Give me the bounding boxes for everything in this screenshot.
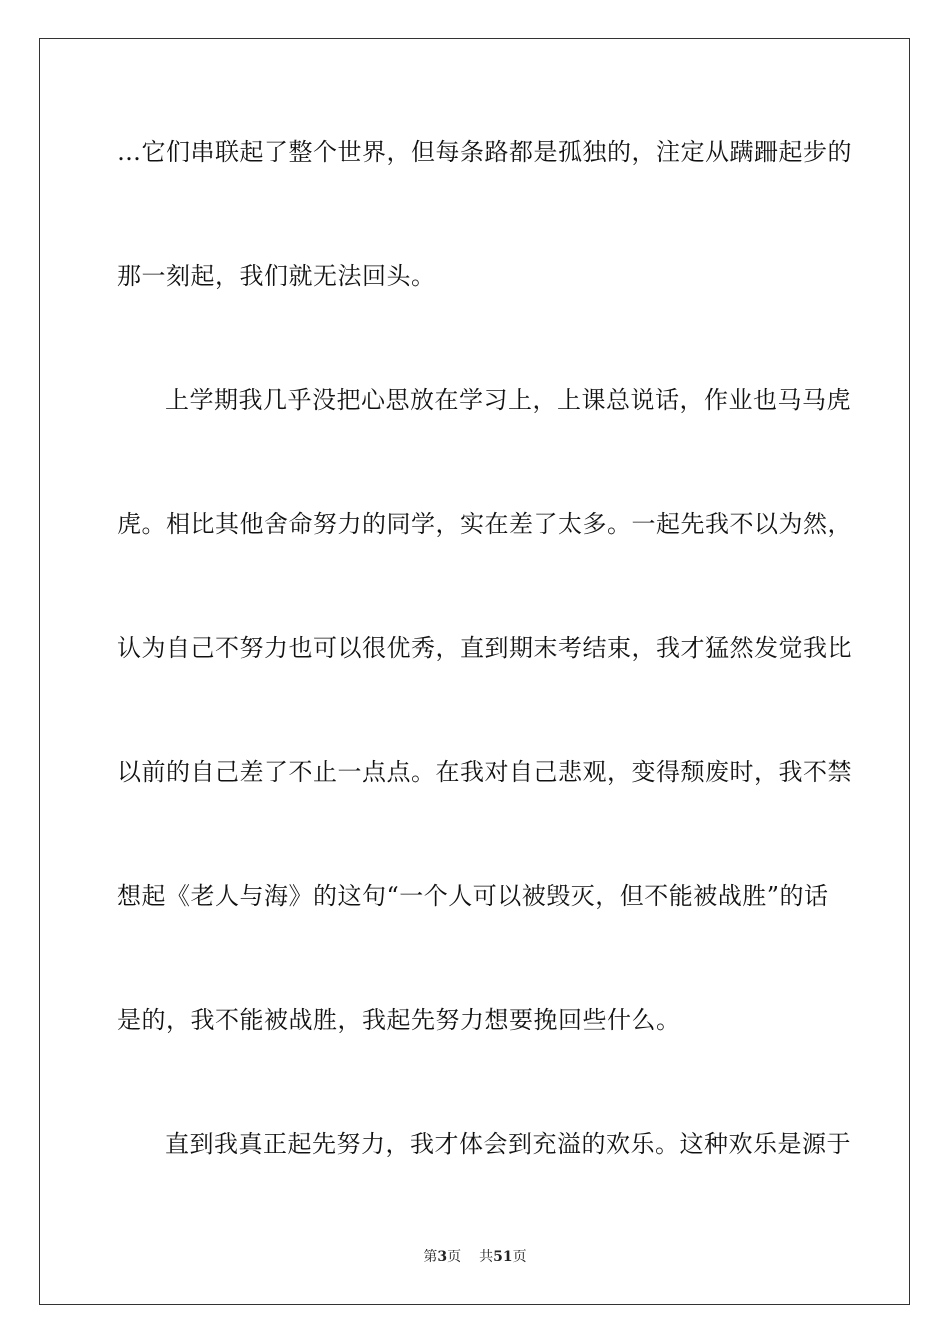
page-number: 3 — [437, 1249, 448, 1265]
text-line-3-paragraph-start: 上学期我几乎没把心思放在学习上，上课总说话，作业也马马虎 — [165, 386, 851, 414]
text-line-5: 认为自己不努力也可以很优秀，直到期末考结束，我才猛然发觉我比 — [117, 634, 852, 662]
page-footer — [0, 1248, 950, 1266]
total-pages: 51 — [493, 1249, 513, 1265]
text-line-2: 那一刻起，我们就无法回头。 — [117, 262, 436, 290]
text-line-1: …它们串联起了整个世界，但每条路都是孤独的，注定从蹒跚起步的 — [117, 138, 852, 166]
text-line-7: 想起《老人与海》的这句“一个人可以被毁灭，但不能被战胜”的话 — [117, 882, 829, 910]
total-suffix: 页 — [512, 1249, 527, 1265]
page-border — [39, 38, 910, 1305]
total-prefix: 共 — [479, 1249, 494, 1265]
page-suffix: 页 — [447, 1249, 462, 1265]
text-line-4: 虎。相比其他舍命努力的同学，实在差了太多。一起先我不以为然， — [117, 510, 852, 538]
text-line-8: 是的，我不能被战胜，我起先努力想要挽回些什么。 — [117, 1006, 681, 1034]
text-line-6: 以前的自己差了不止一点点。在我对自己悲观，变得颓废时，我不禁 — [117, 758, 852, 786]
text-line-9-paragraph-start: 直到我真正起先努力，我才体会到充溢的欢乐。这种欢乐是源于 — [165, 1130, 851, 1158]
page-prefix: 第 — [423, 1249, 438, 1265]
